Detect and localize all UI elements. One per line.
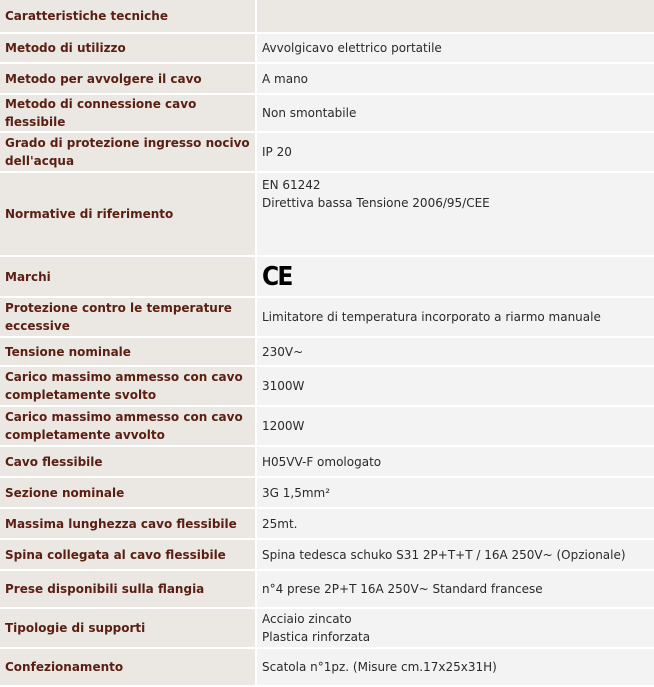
row-label: Metodo di connessione cavo flessibile bbox=[0, 94, 256, 132]
table-row bbox=[0, 297, 654, 337]
row-value: A mano bbox=[256, 63, 654, 94]
table-row bbox=[0, 508, 654, 539]
row-label: Massima lunghezza cavo flessibile bbox=[0, 508, 256, 539]
table-row bbox=[0, 406, 654, 446]
table-title: Caratteristiche tecniche bbox=[0, 0, 256, 33]
row-value: Avvolgicavo elettrico portatile bbox=[256, 33, 654, 63]
row-label: Metodo per avvolgere il cavo bbox=[0, 63, 256, 94]
row-label: Marchi bbox=[0, 256, 256, 297]
row-label: Cavo flessibile bbox=[0, 446, 256, 477]
table-row bbox=[0, 539, 654, 570]
table-row bbox=[0, 477, 654, 508]
table-row bbox=[0, 366, 654, 406]
row-label: Sezione nominale bbox=[0, 477, 256, 508]
row-label: Confezionamento bbox=[0, 648, 256, 686]
row-value: Non smontabile bbox=[256, 94, 654, 132]
row-value: Scatola n°1pz. (Misure cm.17x25x31H) bbox=[256, 648, 654, 686]
row-value-line: Plastica rinforzata bbox=[262, 630, 371, 644]
row-label: Protezione contro le temperature eccessive bbox=[0, 297, 256, 337]
row-value-line: Direttiva bassa Tensione 2006/95/CEE bbox=[262, 196, 490, 210]
row-value: 1200W bbox=[256, 406, 654, 446]
row-label: Tensione nominale bbox=[0, 337, 256, 366]
row-value: IP 20 bbox=[256, 132, 654, 172]
row-label: Tipologie di supporti bbox=[0, 608, 256, 648]
table-row bbox=[0, 570, 654, 608]
table-row bbox=[0, 648, 654, 686]
row-label: Metodo di utilizzo bbox=[0, 33, 256, 63]
table-header-row bbox=[0, 0, 654, 33]
row-value: 230V~ bbox=[256, 337, 654, 366]
row-value: 3100W bbox=[256, 366, 654, 406]
row-label: Carico massimo ammesso con cavo completamente avvolto bbox=[0, 406, 256, 446]
table-row bbox=[0, 172, 654, 256]
ce-mark-icon: CE bbox=[262, 261, 292, 292]
row-label: Spina collegata al cavo flessibile bbox=[0, 539, 256, 570]
row-label: Normative di riferimento bbox=[0, 172, 256, 256]
header-blank-cell bbox=[256, 0, 654, 33]
table-row bbox=[0, 446, 654, 477]
table-row bbox=[0, 337, 654, 366]
row-value bbox=[256, 608, 654, 648]
row-value: H05VV-F omologato bbox=[256, 446, 654, 477]
table-row bbox=[0, 94, 654, 132]
table-row bbox=[0, 63, 654, 94]
row-value-line: EN 61242 bbox=[262, 178, 321, 192]
row-value: Spina tedesca schuko S31 2P+T+T / 16A 250V~ (Opzionale) bbox=[256, 539, 654, 570]
row-value-line: Acciaio zincato bbox=[262, 612, 352, 626]
row-value: 25mt. bbox=[256, 508, 654, 539]
row-value: 3G 1,5mm² bbox=[256, 477, 654, 508]
row-label: Grado di protezione ingresso nocivo dell'acqua bbox=[0, 132, 256, 172]
table-row bbox=[0, 256, 654, 297]
row-value bbox=[256, 256, 654, 297]
table-row bbox=[0, 608, 654, 648]
row-value bbox=[256, 172, 654, 256]
table-row bbox=[0, 132, 654, 172]
row-label: Prese disponibili sulla flangia bbox=[0, 570, 256, 608]
row-value: Limitatore di temperatura incorporato a riarmo manuale bbox=[256, 297, 654, 337]
row-label: Carico massimo ammesso con cavo completamente svolto bbox=[0, 366, 256, 406]
row-value: n°4 prese 2P+T 16A 250V~ Standard francese bbox=[256, 570, 654, 608]
table-row bbox=[0, 33, 654, 63]
